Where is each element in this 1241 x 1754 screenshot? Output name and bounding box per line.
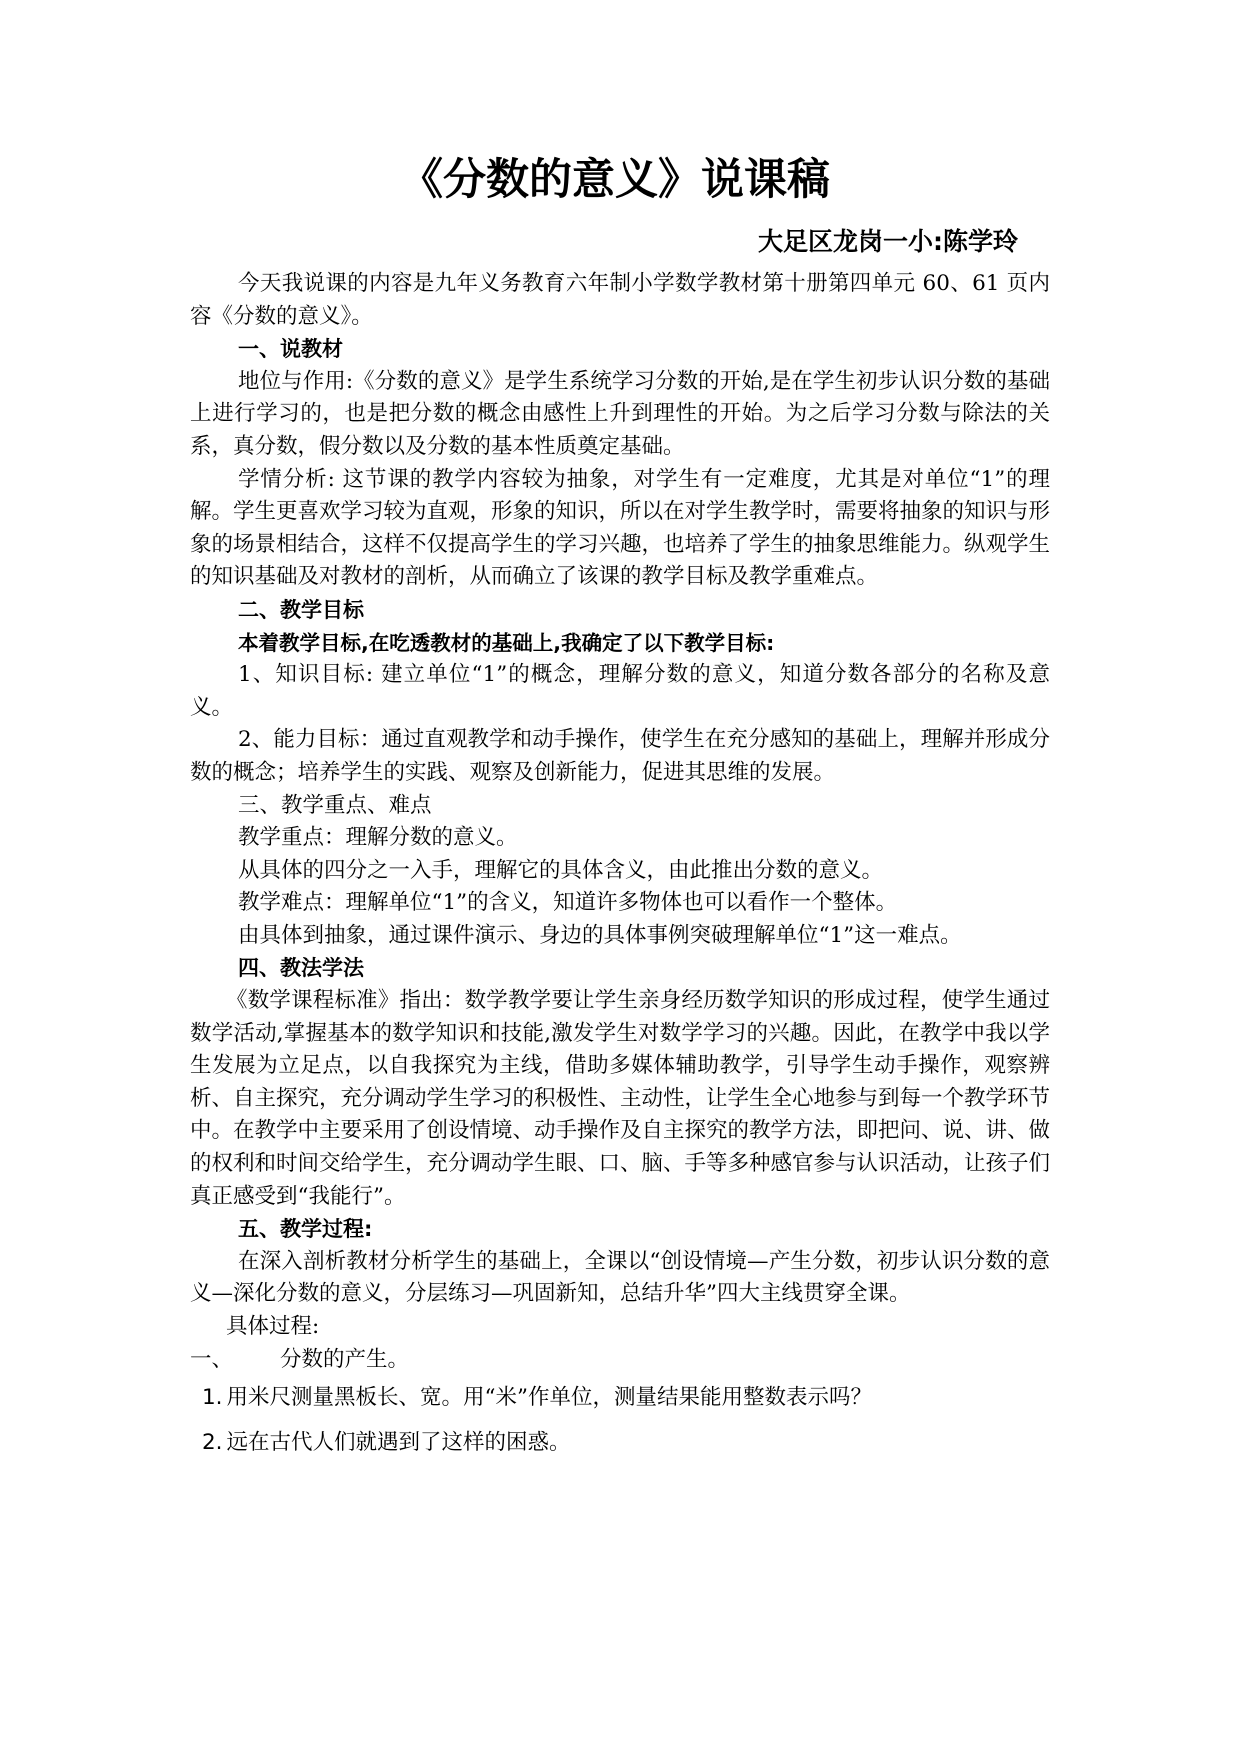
paragraph-methods: 《数学课程标准》指出：数学教学要让学生亲身经历数学知识的形成过程，使学生通过数学活动,掌握基本的数学知识和技能,激发学生对数学学习的兴趣。因此，在教学中我以学生发展为立足点，以自我探究为主线，借助多媒体辅助教学，引导学生动手操作，观察辨析、自主探究，充分调动学生学习的积极性、主动性，让学生全心地参与到每一个教学环节中。在教学中主要采用了创设情境、动手操作及自主探究的教学方法，即把问、说、讲、做的权利和时间交给学生，充分调动学生眼、口、脑、手等多种感官参与认识活动，让孩子们真正感受到“我能行”。 [190, 988, 1051, 1209]
key-point-method: 从具体的四分之一入手，理解它的具体含义，由此推出分数的意义。 [238, 857, 884, 883]
author-line: 大足区龙岗一小:陈学玲 [758, 227, 1018, 256]
process-label: 具体过程: [226, 1314, 320, 1339]
paragraph-position-role: 地位与作用:《分数的意义》是学生系统学习分数的开始,是在学生初步认识分数的基础上进行学习的，也是把分数的概念由感性上升到理性的开始。为之后学习分数与除法的关系，真分数，假分数以及分数的基本性质奠定基础。 [190, 368, 1050, 459]
step-text: 分数的产生。 [280, 1346, 410, 1372]
list-item-number: 2. [202, 1429, 223, 1455]
step-number: 一、 [190, 1346, 234, 1372]
list-item-text: 用米尺测量黑板长、宽。用“米”作单位，测量结果能用整数表示吗？ [226, 1385, 873, 1411]
intro-paragraph: 今天我说课的内容是九年义务教育六年制小学数学教材第十册第四单元 60、61 页内容《分数的意义》。 [190, 271, 1050, 329]
list-item [190, 1382, 1050, 1415]
difficulty-point: 教学难点：理解单位“1”的含义，知道许多物体也可以看作一个整体。 [238, 890, 898, 916]
document-page [190, 150, 1050, 1459]
goal-ability: 2、能力目标：通过直观教学和动手操作，使学生在充分感知的基础上，理解并形成分数的概念；培养学生的实践、观察及创新能力，促进其思维的发展。 [190, 727, 1050, 785]
goal-knowledge: 1、知识目标: 建立单位“1”的概念，理解分数的意义，知道分数各部分的名称及意义。 [190, 662, 1050, 720]
paragraph-process-overview: 在深入剖析教材分析学生的基础上，全课以“创设情境—产生分数，初步认识分数的意义—深化分数的意义，分层练习—巩固新知，总结升华”四大主线贯穿全课。 [190, 1248, 1050, 1307]
paragraph-learner-analysis: 学情分析: 这节课的教学内容较为抽象，对学生有一定难度，尤其是对单位“1”的理解。学生更喜欢学习较为直观，形象的知识，所以在对学生教学时，需要将抽象的知识与形象的场景相结合，这样不仅提高学生的学习兴趣，也培养了学生的抽象思维能力。纵观学生的知识基础及对教材的剖析，从而确立了该课的教学目标及教学重难点。 [190, 466, 1051, 590]
document-title: 《分数的意义》说课稿 [400, 155, 830, 205]
list-item-text: 远在古代人们就遇到了这样的困惑。 [226, 1429, 571, 1455]
section-heading-3: 三、教学重点、难点 [238, 792, 432, 818]
step-heading [190, 1344, 1050, 1377]
goals-lead: 本着教学目标,在吃透教材的基础上,我确定了以下教学目标: [238, 630, 775, 655]
section-heading-1: 一、说教材 [238, 337, 343, 362]
difficulty-method: 由具体到抽象，通过课件演示、身边的具体事例突破理解单位“1”这一难点。 [238, 922, 962, 948]
list-item-number: 1. [202, 1385, 223, 1411]
section-heading-2: 二、教学目标 [238, 597, 364, 622]
key-point: 教学重点：理解分数的意义。 [238, 825, 518, 851]
list-item [190, 1427, 1050, 1460]
section-heading-5: 五、教学过程: [238, 1217, 373, 1242]
section-heading-4: 四、教法学法 [238, 956, 364, 981]
